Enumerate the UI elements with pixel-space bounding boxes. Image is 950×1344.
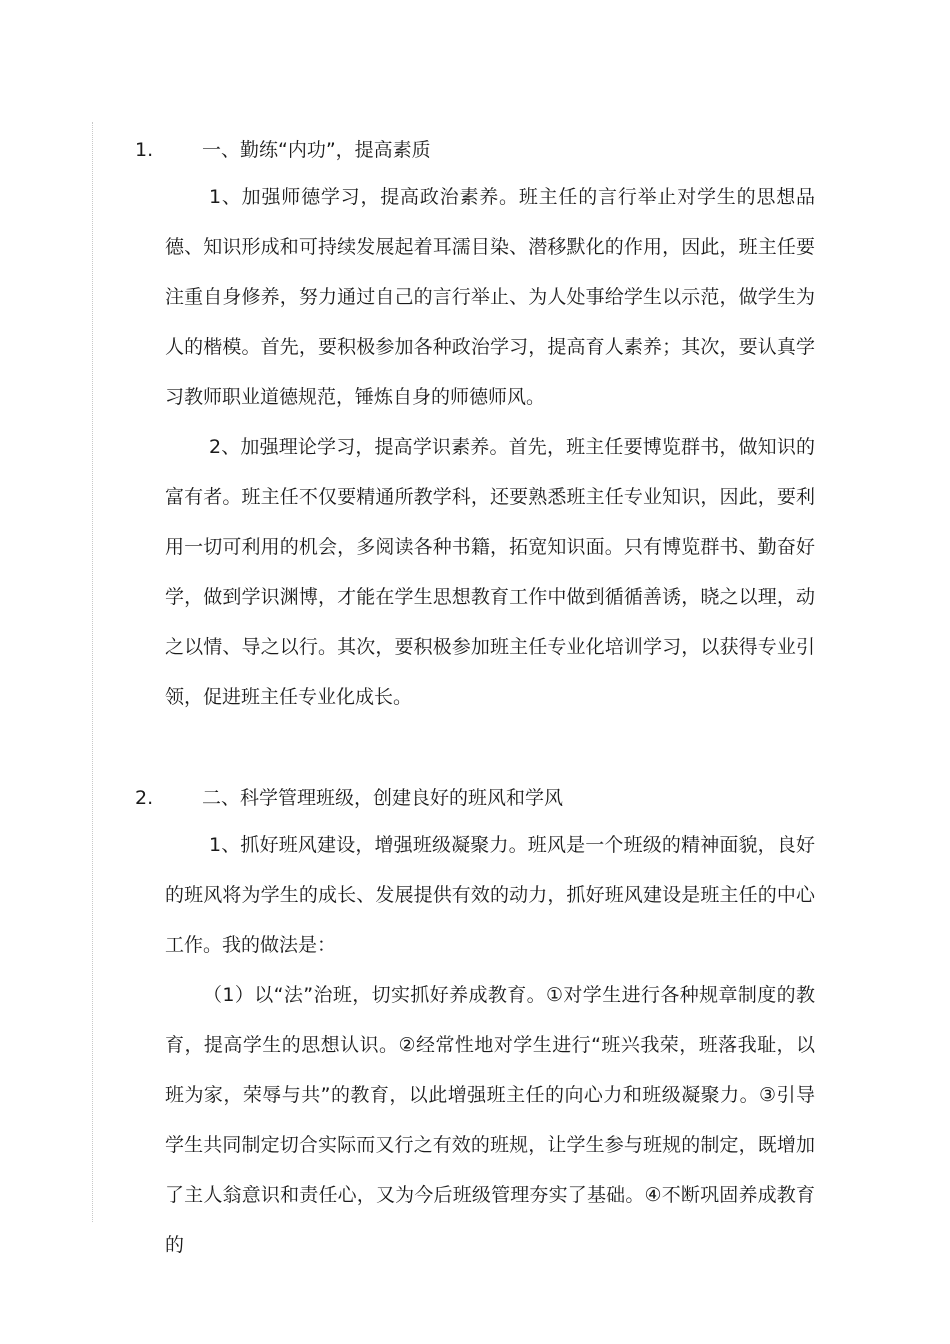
paragraph: 1、抓好班风建设，增强班级凝聚力。班风是一个班级的精神面貌，良好的班风将为学生的成长、发展提供有效的动力，抓好班风建设是班主任的中心工作。我的做法是： (165, 834, 815, 956)
paragraph: 1、加强师德学习，提高政治素养。班主任的言行举止对学生的思想品德、知识形成和可持续发展起着耳濡目染、潜移默化的作用，因此，班主任要注重自身修养，努力通过自己的言行举止、为人处事给学生以示范，做学生为人的楷模。首先，要积极参加各种政治学习，提高育人素养；其次，要认真学习教师职业道德规范，锤炼自身的师德师风。 (165, 186, 815, 408)
section-number: 2. (135, 787, 154, 809)
margin-guide-line (92, 122, 93, 1222)
paragraph: 2、加强理论学习，提高学识素养。首先，班主任要博览群书，做知识的富有者。班主任不仅要精通所教学科，还要熟悉班主任专业知识，因此，要利用一切可利用的机会，多阅读各种书籍，拓宽知识面。只有博览群书、勤奋好学，做到学识渊博，才能在学生思想教育工作中做到循循善诱，晓之以理，动之以情、导之以行。其次，要积极参加班主任专业化培训学习，以获得专业引领，促进班主任专业化成长。 (165, 436, 815, 708)
section-title: 一、勤练“内功”，提高素质 (202, 139, 431, 161)
section-number: 1. (135, 139, 154, 161)
section-title: 二、科学管理班级，创建良好的班风和学风 (202, 787, 564, 809)
paragraph: （1）以“法”治班，切实抓好养成教育。①对学生进行各种规章制度的教育，提高学生的思想认识。②经常性地对学生进行“班兴我荣，班落我耻，以班为家，荣辱与共”的教育，以此增强班主任的向心力和班级凝聚力。③引导学生共同制定切合实际而又行之有效的班规，让学生参与班规的制定，既增加了主人翁意识和责任心，又为今后班级管理夯实了基础。④不断巩固养成教育的 (165, 984, 815, 1256)
